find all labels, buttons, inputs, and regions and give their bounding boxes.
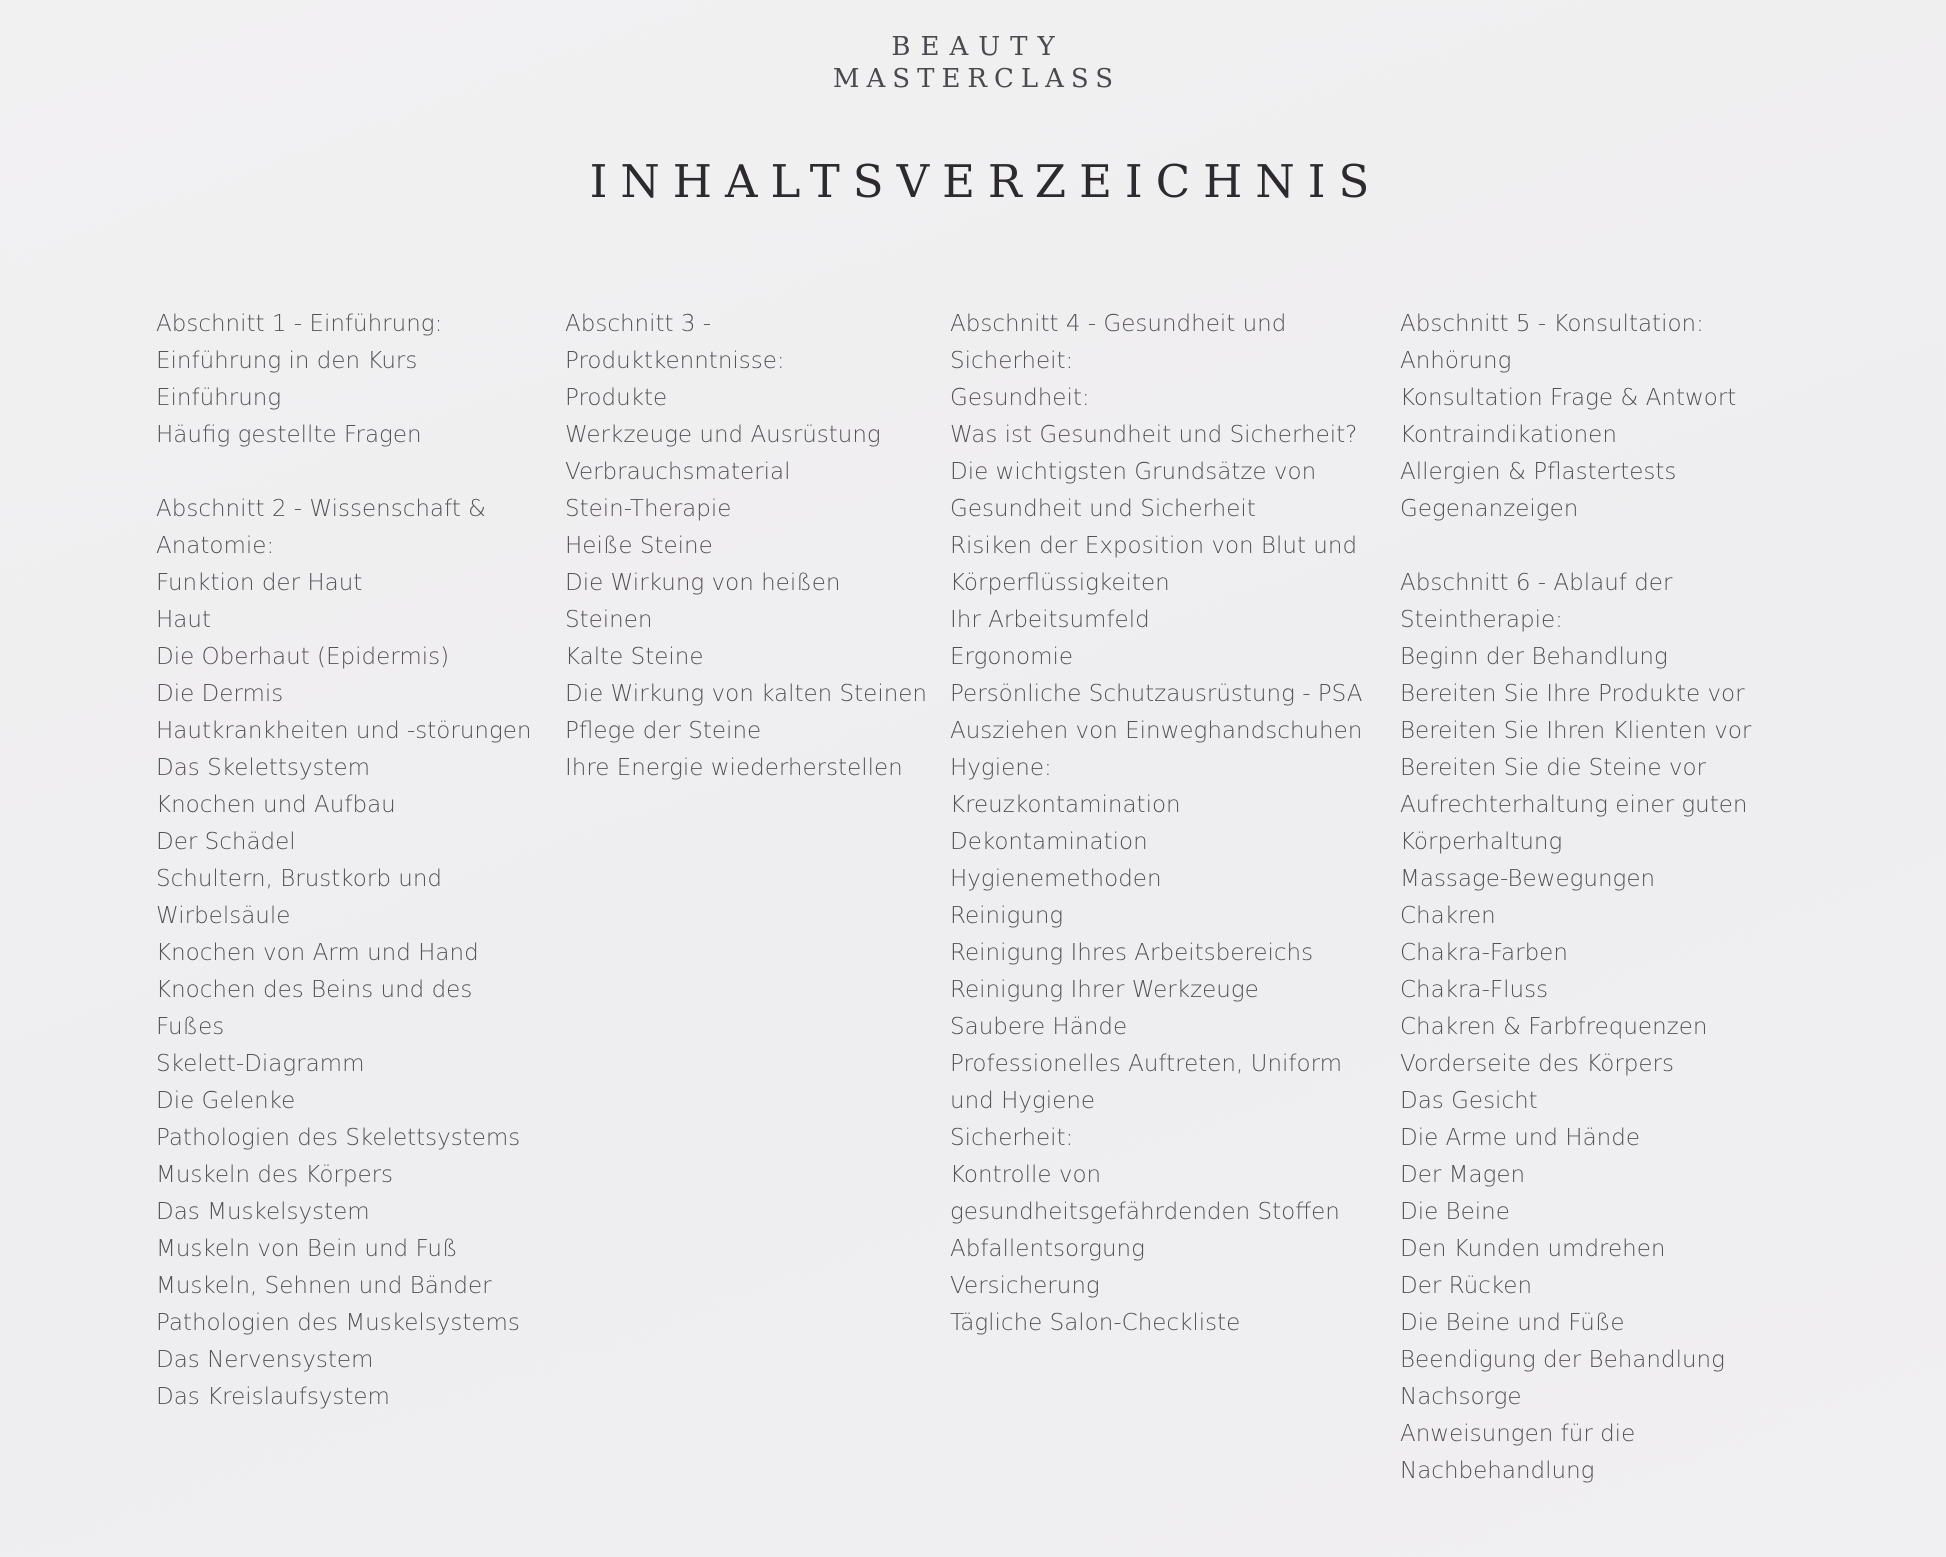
- toc-entry: Pathologien des Muskelsystems: [156, 1310, 520, 1336]
- toc-entry: Abschnitt 6 - Ablauf der: [1400, 570, 1673, 596]
- toc-entry: Pflege der Steine: [565, 718, 762, 744]
- toc-entry: Ihre Energie wiederherstellen: [565, 755, 903, 781]
- toc-column-4: [1400, 306, 1820, 1490]
- toc-entry: gesundheitsgefährdenden Stoffen: [950, 1199, 1340, 1225]
- toc-entry: Knochen und Aufbau: [156, 792, 396, 818]
- toc-entry: Reinigung Ihrer Werkzeuge: [950, 977, 1259, 1003]
- toc-entry: Hautkrankheiten und -störungen: [156, 718, 532, 744]
- toc-entry: Der Schädel: [156, 829, 296, 855]
- toc-entry: Die Beine: [1400, 1199, 1510, 1225]
- toc-entry: Abschnitt 5 - Konsultation:: [1400, 311, 1704, 337]
- toc-entry: Das Nervensystem: [156, 1347, 374, 1373]
- toc-entry: Einführung in den Kurs: [156, 348, 418, 374]
- toc-entry: Funktion der Haut: [156, 570, 363, 596]
- toc-entry: Gesundheit und Sicherheit: [950, 496, 1256, 522]
- toc-entry: Saubere Hände: [950, 1014, 1128, 1040]
- toc-entry: Dekontamination: [950, 829, 1148, 855]
- toc-entry: Abfallentsorgung: [950, 1236, 1145, 1262]
- toc-entry: Abschnitt 3 -: [565, 311, 712, 337]
- toc-entry: Chakra-Fluss: [1400, 977, 1549, 1003]
- toc-entry: Verbrauchsmaterial: [565, 459, 791, 485]
- section-spacer: [156, 454, 556, 491]
- toc-entry: Knochen von Arm und Hand: [156, 940, 479, 966]
- toc-entry: Produkte: [565, 385, 668, 411]
- toc-entry: Sicherheit:: [950, 348, 1074, 374]
- toc-entry: Haut: [156, 607, 211, 633]
- toc-entry: Die Beine und Füße: [1400, 1310, 1625, 1336]
- toc-entry: Beendigung der Behandlung: [1400, 1347, 1725, 1373]
- toc-entry: Anhörung: [1400, 348, 1512, 374]
- toc-entry: Steinen: [565, 607, 653, 633]
- toc-entry: Wirbelsäule: [156, 903, 291, 929]
- toc-entry: Körperflüssigkeiten: [950, 570, 1170, 596]
- toc-entry: Die Arme und Hände: [1400, 1125, 1640, 1151]
- toc-entry: Das Muskelsystem: [156, 1199, 370, 1225]
- toc-entry: Kontraindikationen: [1400, 422, 1617, 448]
- toc-entry: Bereiten Sie die Steine vor: [1400, 755, 1706, 781]
- toc-entry: Ihr Arbeitsumfeld: [950, 607, 1150, 633]
- toc-entry: Muskeln, Sehnen und Bänder: [156, 1273, 492, 1299]
- toc-entry: Körperhaltung: [1400, 829, 1563, 855]
- toc-entry: Skelett-Diagramm: [156, 1051, 365, 1077]
- toc-entry: Heiße Steine: [565, 533, 713, 559]
- toc-entry: Schultern, Brustkorb und: [156, 866, 442, 892]
- toc-column-3: [950, 306, 1390, 1342]
- toc-entry: Häufig gestellte Fragen: [156, 422, 422, 448]
- toc-entry: Das Kreislaufsystem: [156, 1384, 390, 1410]
- toc-entry: Die Wirkung von kalten Steinen: [565, 681, 928, 707]
- toc-entry: Chakren & Farbfrequenzen: [1400, 1014, 1708, 1040]
- toc-entry: Bereiten Sie Ihren Klienten vor: [1400, 718, 1752, 744]
- toc-entry: Hygiene:: [950, 755, 1052, 781]
- toc-entry: und Hygiene: [950, 1088, 1096, 1114]
- toc-entry: Steintherapie:: [1400, 607, 1563, 633]
- toc-entry: Ausziehen von Einweghandschuhen: [950, 718, 1363, 744]
- toc-entry: Allergien & Pflastertests: [1400, 459, 1677, 485]
- toc-entry: Versicherung: [950, 1273, 1100, 1299]
- toc-entry: Werkzeuge und Ausrüstung: [565, 422, 881, 448]
- toc-entry: Der Magen: [1400, 1162, 1526, 1188]
- toc-entry: Fußes: [156, 1014, 225, 1040]
- toc-entry: Hygienemethoden: [950, 866, 1162, 892]
- toc-entry: Produktkenntnisse:: [565, 348, 785, 374]
- toc-entry: Vorderseite des Körpers: [1400, 1051, 1674, 1077]
- toc-entry: Beginn der Behandlung: [1400, 644, 1668, 670]
- brand-line-1: BEAUTY: [891, 32, 1065, 62]
- toc-entry: Kreuzkontamination: [950, 792, 1181, 818]
- toc-entry: Konsultation Frage & Antwort: [1400, 385, 1737, 411]
- toc-entry: Das Skelettsystem: [156, 755, 371, 781]
- toc-entry: Die Dermis: [156, 681, 284, 707]
- toc-entry: Abschnitt 2 - Wissenschaft &: [156, 496, 486, 522]
- toc-entry: Reinigung Ihres Arbeitsbereichs: [950, 940, 1314, 966]
- toc-entry: Was ist Gesundheit und Sicherheit?: [950, 422, 1358, 448]
- toc-entry: Den Kunden umdrehen: [1400, 1236, 1666, 1262]
- toc-entry: Gegenanzeigen: [1400, 496, 1579, 522]
- toc-entry: Gesundheit:: [950, 385, 1090, 411]
- toc-entry: Die Wirkung von heißen: [565, 570, 841, 596]
- toc-entry: Einführung: [156, 385, 282, 411]
- toc-entry: Pathologien des Skelettsystems: [156, 1125, 521, 1151]
- toc-entry: Nachsorge: [1400, 1384, 1522, 1410]
- toc-entry: Professionelles Auftreten, Uniform: [950, 1051, 1343, 1077]
- toc-entry: Bereiten Sie Ihre Produkte vor: [1400, 681, 1745, 707]
- toc-entry: Die Gelenke: [156, 1088, 296, 1114]
- toc-entry: Die wichtigsten Grundsätze von: [950, 459, 1317, 485]
- toc-entry: Tägliche Salon-Checkliste: [950, 1310, 1241, 1336]
- toc-entry: Risiken der Exposition von Blut und: [950, 533, 1358, 559]
- toc-entry: Chakren: [1400, 903, 1496, 929]
- toc-entry: Sicherheit:: [950, 1125, 1074, 1151]
- section-spacer: [1400, 528, 1820, 565]
- toc-column-2: [565, 306, 960, 787]
- toc-entry: Kontrolle von: [950, 1162, 1102, 1188]
- brand-logo: [0, 31, 1946, 95]
- toc-entry: Die Oberhaut (Epidermis): [156, 644, 450, 670]
- toc-entry: Der Rücken: [1400, 1273, 1533, 1299]
- toc-entry: Aufrechterhaltung einer guten: [1400, 792, 1748, 818]
- toc-entry: Muskeln des Körpers: [156, 1162, 394, 1188]
- toc-entry: Das Gesicht: [1400, 1088, 1538, 1114]
- toc-entry: Anatomie:: [156, 533, 275, 559]
- toc-entry: Massage-Bewegungen: [1400, 866, 1656, 892]
- toc-entry: Stein-Therapie: [565, 496, 732, 522]
- toc-entry: Abschnitt 4 - Gesundheit und: [950, 311, 1287, 337]
- toc-entry: Muskeln von Bein und Fuß: [156, 1236, 458, 1262]
- toc-entry: Abschnitt 1 - Einführung:: [156, 311, 443, 337]
- brand-line-2: MASTERCLASS: [832, 64, 1121, 94]
- toc-entry: Anweisungen für die: [1400, 1421, 1636, 1447]
- toc-entry: Reinigung: [950, 903, 1064, 929]
- toc-entry: Nachbehandlung: [1400, 1458, 1595, 1484]
- toc-entry: Knochen des Beins und des: [156, 977, 473, 1003]
- toc-column-1: [156, 306, 556, 1416]
- toc-entry: Ergonomie: [950, 644, 1074, 670]
- toc-entry: Chakra-Farben: [1400, 940, 1568, 966]
- page-title: INHALTSVERZEICHNIS: [589, 155, 1383, 208]
- toc-entry: Persönliche Schutzausrüstung - PSA: [950, 681, 1363, 707]
- toc-entry: Kalte Steine: [565, 644, 704, 670]
